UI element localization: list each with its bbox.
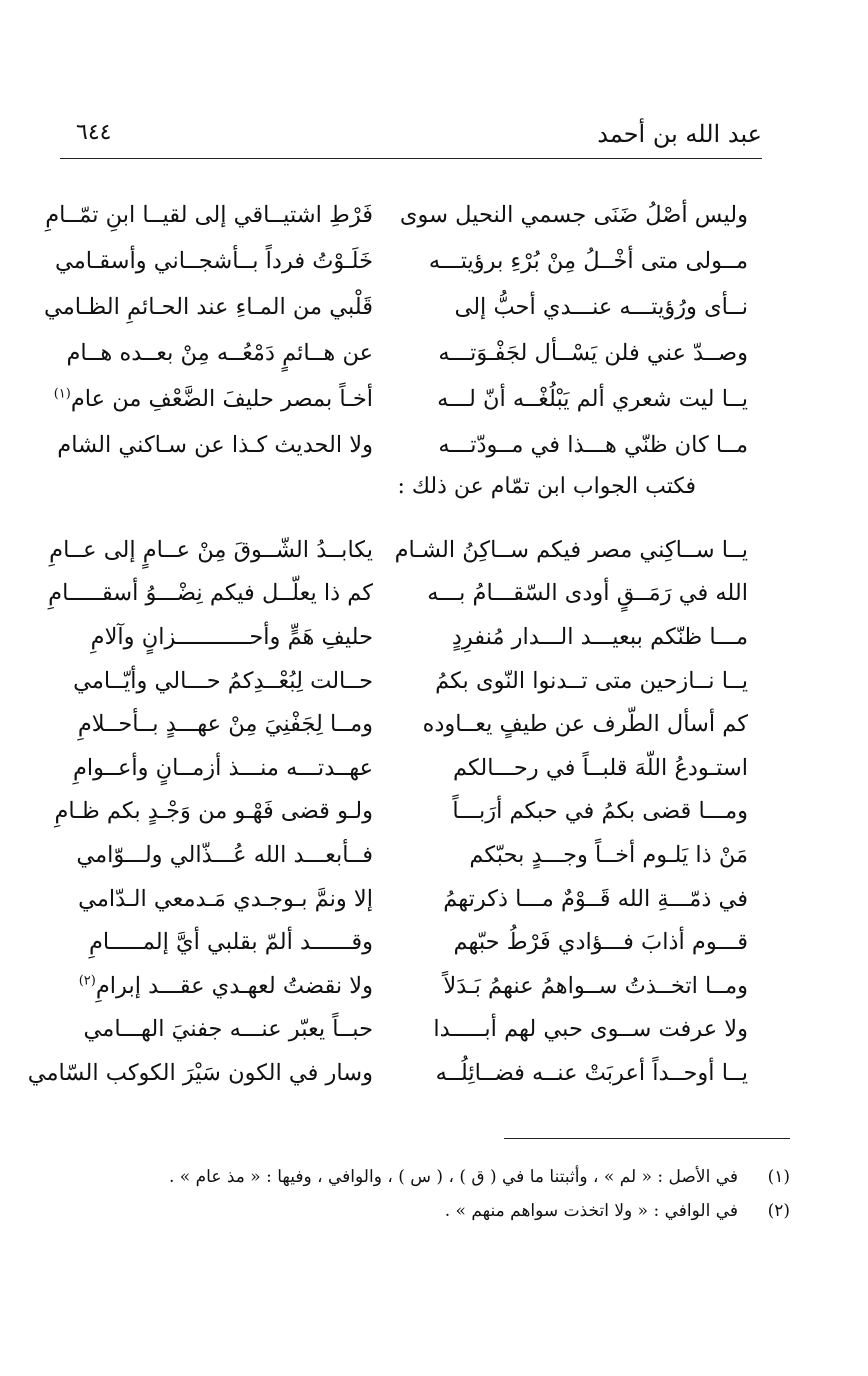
verse-second-text: عن هــائمٍ دَمْعُــه مِنْ بعــده هــام	[66, 340, 373, 366]
verse-second-text: وقــــــد ألمّ بقلبي أيَّ إلمـــــامِ	[88, 929, 373, 956]
verse-line	[60, 746, 762, 790]
verse-first-hemistich: ولا عرفت ســوى حبي لهم أبـــــدا	[433, 1016, 748, 1043]
verse-second-hemistich	[60, 755, 411, 781]
verse-line	[60, 702, 762, 746]
verse-second-hemistich	[27, 1059, 411, 1086]
poem-second	[27, 528, 762, 1095]
verse-second-hemistich	[48, 580, 411, 607]
verse-second-hemistich	[60, 711, 411, 737]
verse-second-hemistich	[55, 248, 411, 274]
verse-second-text: ولـو قضى فَهْـو من وَجْـدٍ بكم ظـامِ	[54, 798, 373, 825]
verse-line	[53, 376, 762, 422]
verse-second-text: وسار في الكون سَيْرَ الكوكب السّامي	[27, 1059, 373, 1086]
verse-line	[55, 238, 762, 284]
verse-line	[49, 528, 762, 572]
verse-second-hemistich	[60, 929, 411, 955]
verse-second-text: يكابــدُ الشّــوقَ مِنْ عــامٍ إلى عــامِ	[49, 536, 373, 563]
verse-first-hemistich: يــا نــازحين متى تــدنوا النّوى بكمُ	[435, 667, 748, 694]
verse-line	[60, 1008, 762, 1052]
verse-second-text: ولا نقضتُ لعهـدي عقـــد إبرامِ	[95, 972, 373, 999]
verse-line	[60, 964, 762, 1008]
verse-first-hemistich: ومــا اتخــذتُ ســواهمُ عنهمُ بَـدَلاً	[443, 972, 748, 999]
verse-first-hemistich: مــولى متى أخْــلُ مِنْ بُرْءِ برؤيتـــه	[428, 248, 748, 274]
verse-first-hemistich: في ذمّـــةِ الله قَــوْمٌ مـــا ذكرتهمُ	[443, 885, 748, 912]
poem-first	[44, 192, 762, 468]
verse-line	[60, 920, 762, 964]
verse-second-hemistich	[53, 386, 411, 412]
verse-second-hemistich	[60, 624, 411, 650]
verse-first-hemistich: يــا أوحــداً أعربَتْ عنــه فضــائِلُــه	[435, 1059, 748, 1086]
transition-line: فكتب الجواب ابن تمّام عن ذلك :	[397, 474, 696, 499]
verse-first-hemistich: مـــا ظنّكم ببعيـــد الـــدار مُنفرِدٍ	[451, 623, 748, 650]
verse-first-hemistich: مــا كان ظنّي هـــذا في مــودّتـــه	[438, 432, 748, 458]
verse-second-text: فــأبعـــد الله عُـــذّالي ولـــوّامي	[76, 841, 373, 868]
page-number: ٦٤٤	[76, 120, 112, 145]
verse-first-hemistich: وليس أصْلُ ضَنَى جسمي النحيل سوى	[399, 202, 748, 228]
verse-first-hemistich: نــأى ورُؤيتـــه عنـــدي أحبُّ إلى	[454, 294, 748, 320]
verse-first-hemistich: يــا ليت شعري ألم يَبْلُغْــه أنّ لـــه	[437, 386, 748, 412]
verse-line	[60, 659, 762, 703]
verse-line	[60, 877, 762, 921]
verse-second-text: ولا الحديث كـذا عن سـاكني الشام	[57, 432, 373, 458]
footnote	[60, 1194, 790, 1228]
footnotes	[60, 1160, 790, 1228]
footnote-rule	[504, 1138, 790, 1139]
verse-second-text: حليفِ هَمٍّ وأحـــــــــــزانٍ وآلامِ	[90, 623, 373, 650]
verse-second-text: عهــدتـــه منـــذ أزمــانٍ وأعــوامِ	[72, 754, 373, 781]
verse-second-text: أخـاً بمصر حليفَ الضَّعْفِ من عام	[70, 386, 373, 412]
footnote-number: (١)	[767, 1167, 790, 1187]
footnote	[60, 1160, 790, 1194]
page-header	[60, 118, 762, 162]
verse-second-hemistich	[60, 973, 411, 999]
verse-line	[60, 615, 762, 659]
verse-second-text: قَلْبي من المـاءِ عند الحـائمِ الظـامي	[44, 294, 373, 320]
verse-second-text: فَرْطِ اشتيــاقي إلى لقيــا ابنِ تمّــامِ	[45, 202, 373, 228]
verse-second-text: ومــا لِجَفْنِيَ مِنْ عهـــدٍ بــأحــلامِ	[77, 711, 373, 738]
verse-first-hemistich: كم أسأل الطّرف عن طيفٍ يعــاوده	[422, 711, 748, 738]
verse-second-hemistich	[54, 798, 411, 825]
verse-second-hemistich	[45, 202, 411, 228]
header-rule	[60, 158, 762, 159]
footnote-reference: (١)	[53, 386, 71, 402]
verse-second-hemistich	[60, 340, 411, 366]
verse-second-text: كم ذا يعلّــل فيكم نِضْـــوُ أسقـــــامِ	[48, 580, 373, 607]
verse-first-hemistich: يــا ســاكِني مصر فيكم ســاكِنُ الشـام	[394, 536, 748, 563]
verse-second-hemistich	[60, 886, 411, 912]
verse-second-text: إلا ونمَّ بـوجـدي مَـدمعي الـدّامي	[78, 885, 373, 912]
verse-first-hemistich: ومـــا قضى بكمُ في حبكم أرَبـــاً	[452, 798, 748, 825]
footnote-text: في الأصل : « لم » ، وأثبتنا ما في ( ق ) ، ( س ) ، والوافي ، وفيها : « مذ عام » .	[169, 1167, 738, 1187]
verse-first-hemistich: قـــوم أذابَ فـــؤادي فَرْطُ حبّهم	[453, 929, 748, 956]
verse-line	[48, 572, 762, 616]
verse-line	[54, 790, 762, 834]
verse-first-hemistich: استـودعُ اللّهَ قلبــاً في رحـــالكم	[453, 754, 748, 781]
verse-second-text: خَلَـوْتُ فرداً بــأشجــاني وأسقـامي	[55, 248, 373, 274]
verse-first-hemistich: وصــدّ عني فلن يَسْــأل لجَفْـوَتـــه	[438, 340, 748, 366]
verse-line	[45, 192, 762, 238]
verse-second-hemistich	[60, 842, 411, 868]
verse-second-text: حــالت لِبُعْــدِكمُ حـــالي وأيّــامي	[73, 667, 373, 694]
verse-line	[44, 284, 762, 330]
verse-second-hemistich	[57, 432, 411, 458]
verse-line	[57, 422, 762, 468]
footnote-number: (٢)	[767, 1201, 790, 1221]
verse-second-text: حبــاً يعبّر عنـــه جفنيَ الهـــامي	[83, 1016, 373, 1043]
verse-second-hemistich	[44, 294, 411, 320]
verse-first-hemistich: مَنْ ذا يَلـوم أخــاً وجـــدٍ بحبّكم	[469, 841, 748, 868]
footnote-reference: (٢)	[78, 973, 96, 989]
verse-second-hemistich	[49, 536, 411, 563]
verse-second-hemistich	[60, 668, 411, 694]
verse-line	[60, 330, 762, 376]
running-title: عبد الله بن أحمد	[597, 120, 762, 148]
verse-first-hemistich: الله في رَمَــقٍ أودى السّقـــامُ بـــه	[427, 580, 748, 607]
verse-second-hemistich	[60, 1016, 411, 1042]
verse-line	[27, 1051, 762, 1095]
footnote-text: في الوافي : « ولا اتخذت سواهم منهم » .	[444, 1201, 738, 1221]
verse-line	[60, 833, 762, 877]
